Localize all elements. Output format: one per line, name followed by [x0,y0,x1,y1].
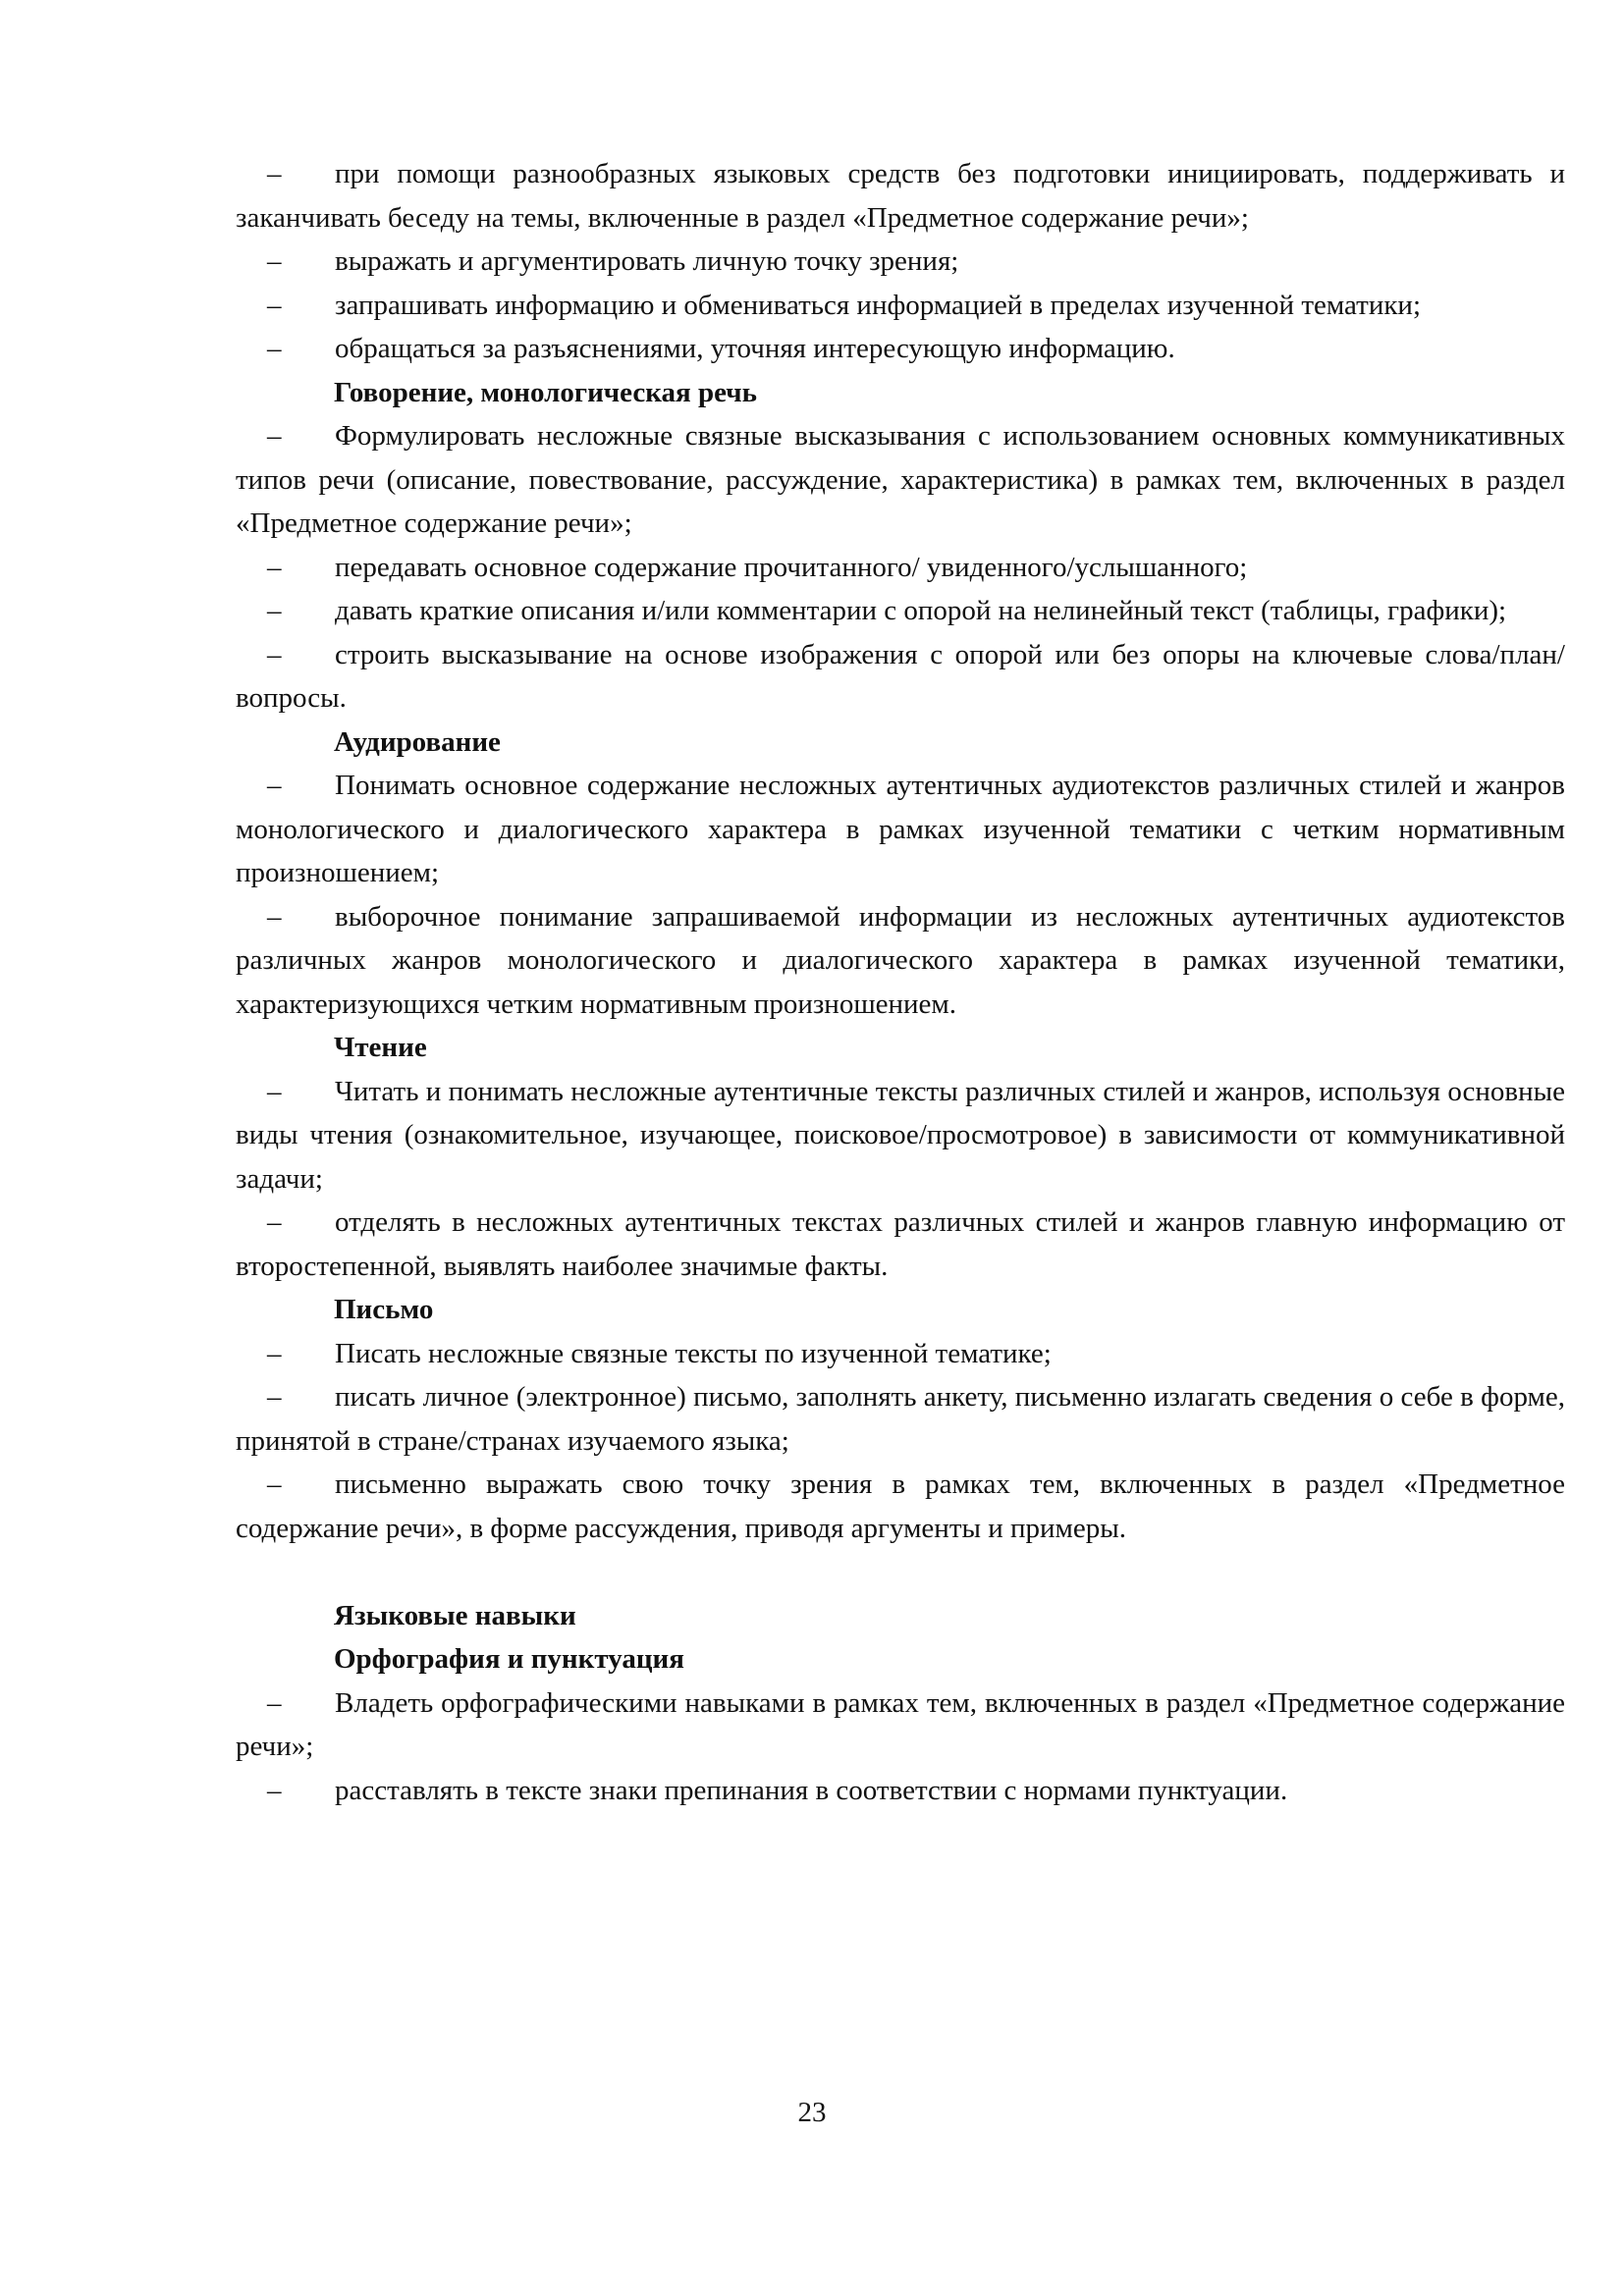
item-text: выборочное понимание запрашиваемой информации из несложных аутентичных аудиотекстов различных жанров монологического и диалогического характера в рамках изученной тематики, характеризующихся четким нормативным произношением. [236,900,1565,1020]
dash-marker: – [267,158,282,189]
dash-marker: – [267,1337,282,1369]
list-item-read-texts [236,1070,1565,1201]
dash-marker: – [267,333,282,364]
item-text: выражать и аргументировать личную точку зрения; [335,245,959,277]
item-text: писать личное (электронное) письмо, заполнять анкету, письменно излагать сведения о себе в форме, принятой в стране/странах изучаемого языка; [236,1381,1565,1457]
dash-marker: – [267,1206,282,1238]
list-item-selective-understanding [236,895,1565,1027]
item-text: Писать несложные связные тексты по изученной тематике; [335,1337,1052,1369]
dash-marker: – [267,1468,282,1500]
list-item-convey-content [236,546,1565,590]
item-text: Формулировать несложные связные высказывания с использованием основных коммуникативных типов речи (описание, повествование, рассуждение, характеристика) в рамках тем, включенных в раздел «Предметное содержание речи»; [236,420,1565,539]
list-item-image-based-statement [236,633,1565,721]
dash-marker: – [267,595,282,626]
list-item-initiate-conversation [236,152,1565,240]
item-text: Понимать основное содержание несложных аутентичных аудиотекстов различных стилей и жанров монологического и диалогического характера в рамках изученной тематики с четким нормативным произношением; [236,770,1565,888]
heading-monologue: Говорение, монологическая речь [334,376,757,408]
dash-marker: – [267,245,282,277]
list-item-short-descriptions [236,589,1565,633]
item-text: обращаться за разъяснениями, уточняя интересующую информацию. [335,333,1175,364]
list-item-formulate-statements [236,414,1565,546]
list-item-spelling-skills [236,1682,1565,1769]
document-page [236,152,1565,1812]
item-text: запрашивать информацию и обмениваться информацией в пределах изученной тематики; [335,289,1422,321]
page-number: 23 [797,2097,827,2128]
list-item-understand-audio [236,764,1565,895]
item-text: Владеть орфографическими навыками в рамках тем, включенных в раздел «Предметное содержание речи»; [236,1686,1565,1762]
list-item-request-information [236,284,1565,328]
dash-marker: – [267,420,282,452]
item-text: при помощи разнообразных языковых средств без подготовки инициировать, поддерживать и заканчивать беседу на темы, включенные в раздел «Предметное содержание речи»; [236,158,1565,234]
item-text: письменно выражать свою точку зрения в рамках тем, включенных в раздел «Предметное содержание речи», в форме рассуждения, приводя аргументы и примеры. [236,1468,1565,1544]
dash-marker: – [267,1381,282,1413]
list-item-express-opinion [236,240,1565,284]
item-text: передавать основное содержание прочитанного/ увиденного/услышанного; [335,551,1248,583]
dash-marker: – [267,1075,282,1107]
list-item-punctuation [236,1769,1565,1813]
dash-marker: – [267,1686,282,1719]
heading-writing: Письмо [334,1294,434,1325]
heading-reading: Чтение [334,1032,427,1063]
dash-marker: – [267,900,282,933]
dash-marker: – [267,289,282,321]
list-item-ask-clarification [236,327,1565,371]
item-text: строить высказывание на основе изображения с опорой или без опоры на ключевые слова/план/вопросы. [236,638,1565,714]
dash-marker: – [267,551,282,583]
item-text: Читать и понимать несложные аутентичные тексты различных стилей и жанров, используя основные виды чтения (ознакомительное, изучающее, поисковое/просмотровое) в зависимости от коммуникативной задачи; [236,1075,1565,1195]
heading-listening: Аудирование [334,725,501,758]
dash-marker: – [267,770,282,801]
heading-spelling-punctuation: Орфография и пунктуация [334,1643,684,1675]
list-item-personal-letter [236,1375,1565,1463]
heading-language-skills: Языковые навыки [334,1599,576,1631]
list-item-written-opinion [236,1463,1565,1550]
list-item-write-texts [236,1332,1565,1376]
item-text: давать краткие описания и/или комментарии с опорой на нелинейный текст (таблицы, графики); [335,595,1507,626]
section-spacer [236,1550,1565,1594]
dash-marker: – [267,1774,282,1806]
item-text: отделять в несложных аутентичных текстах различных стилей и жанров главную информацию от второстепенной, выявлять наиболее значимые факты. [236,1206,1565,1282]
item-text: расставлять в тексте знаки препинания в соответствии с нормами пунктуации. [335,1774,1288,1806]
list-item-separate-information [236,1201,1565,1288]
dash-marker: – [267,638,282,670]
